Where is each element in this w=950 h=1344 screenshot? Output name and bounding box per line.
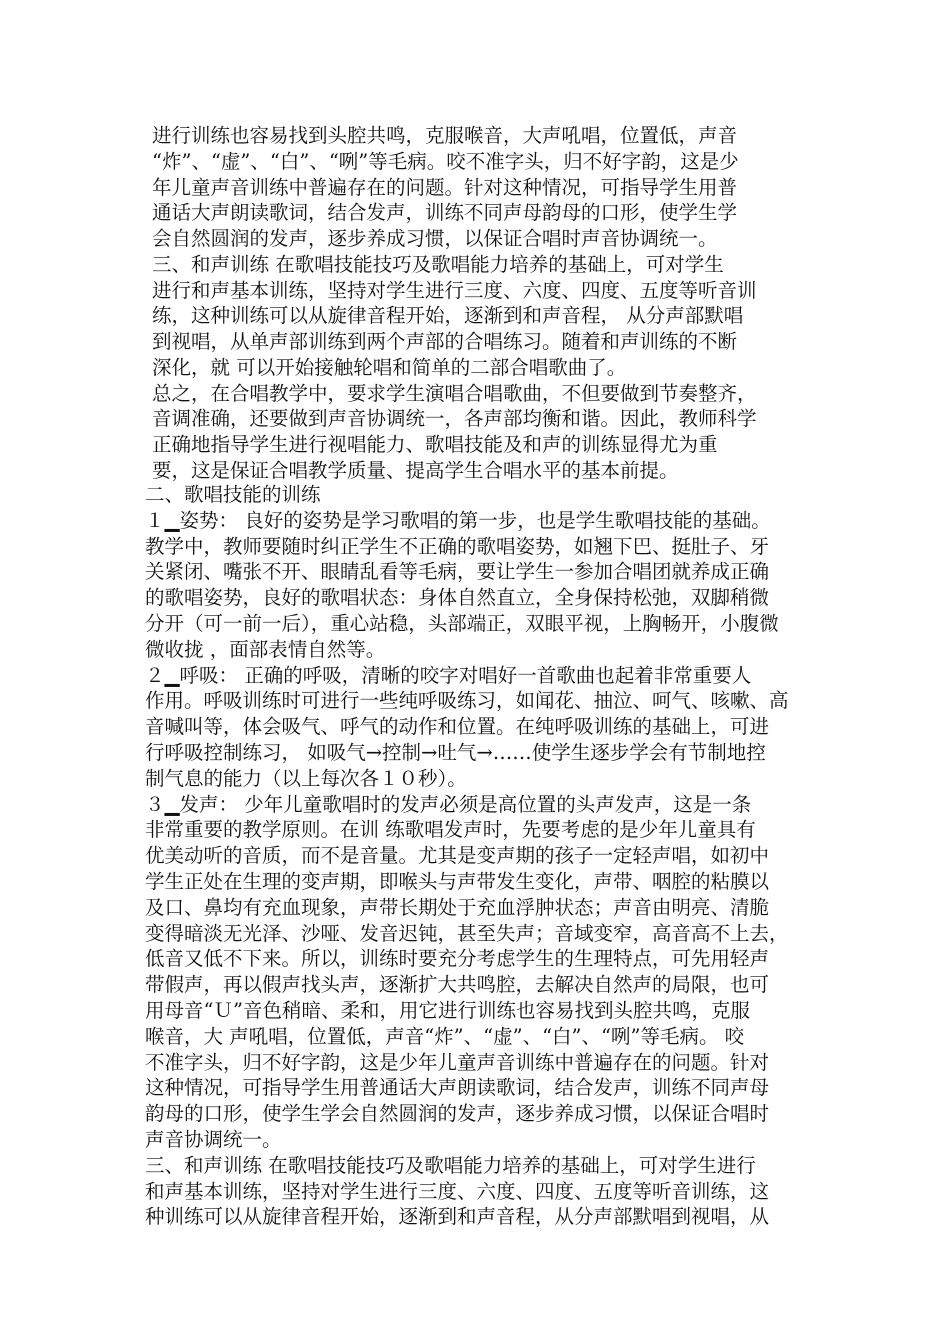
text-line: 喉音，大 声吼唱，位置低，声音“炸”、“虚”、“白”、“咧”等毛病。 咬 — [145, 1024, 745, 1048]
text-line: 不准字头，归不好字韵，这是少年儿童声音训练中普遍存在的问题。针对 — [145, 1050, 770, 1074]
text-line: 会自然圆润的发声，逐步养成习惯，以保证合唱时声音协调统一。 — [152, 227, 718, 250]
text-line: 深化，就 可以开始接触轮唱和简单的二部合唱歌曲了。 — [152, 355, 627, 379]
text-line: 作用。呼吸训练时可进行一些纯呼吸练习，如闻花、抽泣、呵气、咳嗽、高 — [145, 689, 789, 713]
text-line: 音喊叫等，体会吸气、呼气的动作和位置。在纯呼吸训练的基础上，可进 — [145, 715, 770, 739]
text-line: 要，这是保证合唱教学质量、提高学生合唱水平的基本前提。 — [152, 458, 679, 482]
text-line: 这种情况，可指导学生用普通话大声朗读歌词，结合发声，训练不同声母 — [145, 1076, 770, 1100]
text-line: ３▁发声： 少年儿童歌唱时的发声必须是高位置的头声发声，这是一条 — [145, 792, 752, 816]
text-line: 二、歌唱技能的训练 — [145, 483, 321, 506]
text-line: 进行训练也容易找到头腔共鸣，克服喉音，大声吼唱，位置低，声音 — [152, 124, 738, 147]
text-line: 练，这种训练可以从旋律音程开始，逐渐到和声音程， 从分声部默唱 — [152, 304, 744, 328]
text-line: 进行和声基本训练，坚持对学生进行三度、六度、四度、五度等听音训 — [152, 278, 757, 302]
text-line: ２▁呼吸： 正确的呼吸，清晰的咬字对唱好一首歌曲也起着非常重要人 — [145, 663, 752, 687]
text-line: 非常重要的教学原则。在训 练歌唱发声时，先要考虑的是少年儿童具有 — [145, 818, 756, 842]
text-line: 教学中，教师要随时纠正学生不正确的歌唱姿势，如翘下巴、挺肚子、牙 — [145, 534, 770, 558]
text-line: 学生正处在生理的变声期，即喉头与声带发生变化，声带、咽腔的粘膜以 — [145, 870, 770, 893]
text-line: 和声基本训练，坚持对学生进行三度、六度、四度、五度等听音训练，这 — [145, 1179, 770, 1203]
text-line: 年儿童声音训练中普遍存在的问题。针对这种情况，可指导学生用普 — [152, 175, 738, 199]
text-line: 种训练可以从旋律音程开始，逐渐到和声音程，从分声部默唱到视唱，从 — [145, 1205, 770, 1229]
text-line: 微收拢 ，面部表情自然等。 — [145, 637, 386, 661]
text-line: “炸”、“虚”、“白”、“咧”等毛病。咬不准字头，归不好字韵，这是少 — [152, 149, 739, 173]
text-line: 关紧闭、嘴张不开、眼睛乱看等毛病，要让学生一参加合唱团就养成正确 — [145, 560, 770, 584]
text-line: 的歌唱姿势，良好的歌唱状态：身体自然直立，全身保持松弛，双脚稍微 — [145, 586, 770, 610]
text-line: 音调准确，还要做到声音协调统一，各声部均衡和谐。因此，教师科学 — [152, 407, 757, 431]
text-line: 到视唱，从单声部训练到两个声部的合唱练习。随着和声训练的不断 — [152, 330, 738, 353]
text-line: 分开（可一前一后），重心站稳，头部端正，双眼平视，上胸畅开，小腹微 — [145, 612, 779, 635]
text-line: 正确地指导学生进行视唱能力、歌唱技能及和声的训练显得尤为重 — [152, 433, 718, 456]
text-line: 带假声，再以假声找头声，逐渐扩大共鸣腔，去解决自然声的局限，也可 — [145, 973, 770, 997]
text-line: 优美动听的音质，而不是音量。尤其是变声期的孩子一定轻声唱，如初中 — [145, 844, 770, 868]
text-line: 韵母的口形，使学生学会自然圆润的发声，逐步养成习惯，以保证合唱时 — [145, 1102, 770, 1126]
text-line: 用母音“Ｕ”音色稍暗、柔和，用它进行训练也容易找到头腔共鸣，克服 — [145, 999, 750, 1022]
text-line: 总之，在合唱教学中，要求学生演唱合唱歌曲，不但要做到节奏整齐， — [152, 381, 757, 405]
text-line: 变得暗淡无光泽、沙哑、发音迟钝，甚至失声；音域变窄，高音高不上去， — [145, 921, 789, 945]
text-line: 制气息的能力（以上每次各１０秒）。 — [145, 766, 467, 790]
text-line: 及口、鼻均有充血现象，声带长期处于充血浮肿状态；声音由明亮、清脆 — [145, 895, 770, 919]
text-line: 低音又低不下来。所以，训练时要充分考虑学生的生理特点，可先用轻声 — [145, 947, 770, 971]
text-line: 通话大声朗读歌词，结合发声，训练不同声母韵母的口形，使学生学 — [152, 201, 738, 225]
text-line: 声音协调统一。 — [145, 1128, 282, 1151]
text-line: 三、和声训练 在歌唱技能技巧及歌唱能力培养的基础上，可对学生进行 — [145, 1153, 756, 1177]
text-line: 行呼吸控制练习， 如吸气→控制→吐气→……使学生逐步学会有节制地控 — [145, 741, 766, 764]
text-line: 三、和声训练 在歌唱技能技巧及歌唱能力培养的基础上，可对学生 — [152, 252, 724, 276]
text-line: １▁姿势： 良好的姿势是学习歌唱的第一步，也是学生歌唱技能的基础。 — [145, 508, 771, 532]
